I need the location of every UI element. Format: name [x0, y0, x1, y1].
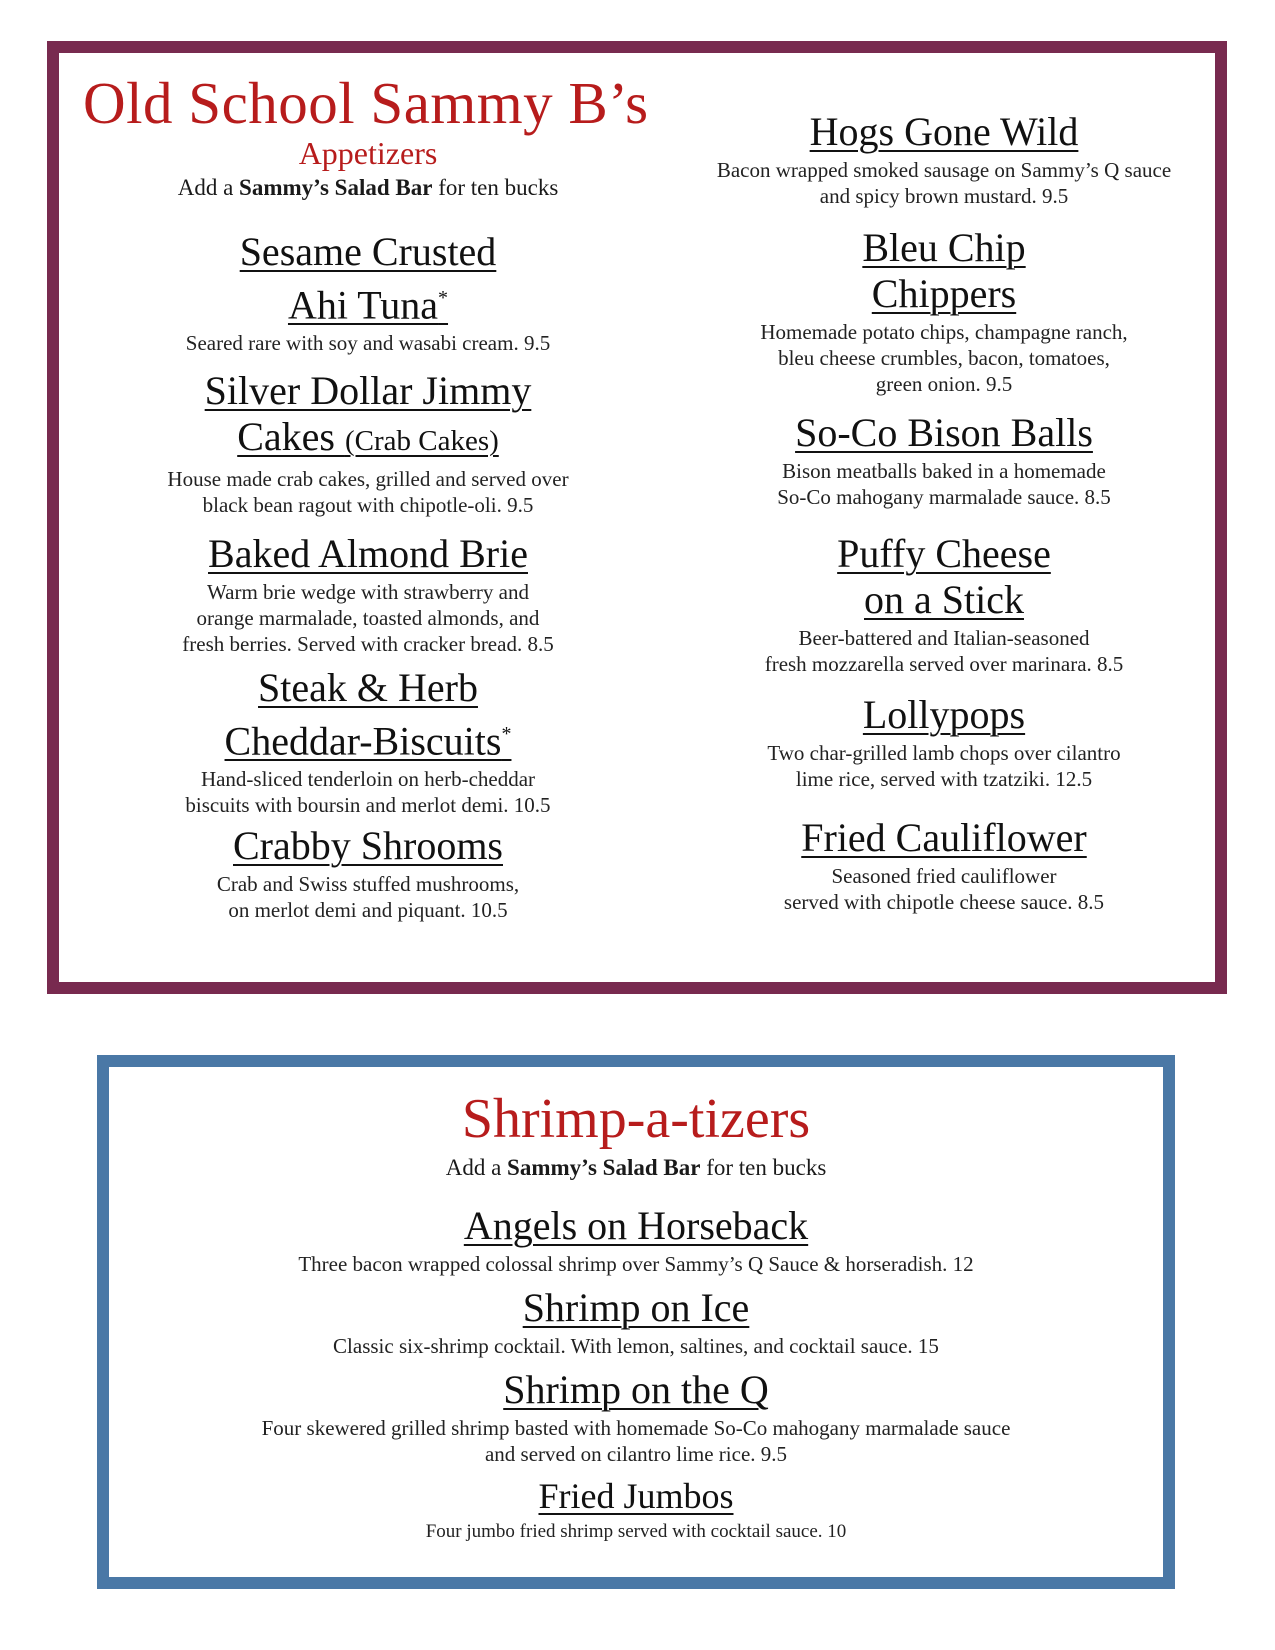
menu-item-bleu-chip-chippers [669, 225, 1219, 397]
menu-item-name: Steak & Herb Cheddar-Biscuits* [224, 665, 512, 764]
menu-item-name: Sesame Crusted Ahi Tuna* [239, 229, 497, 328]
menu-item-description: Homemade potato chips, champagne ranch, bleu cheese crumbles, bacon, tomatoes, green onion. 9.5 [760, 320, 1128, 396]
menu-item-name: Shrimp on the Q [503, 1367, 769, 1412]
menu-item-name: Shrimp on Ice [522, 1285, 750, 1330]
menu-item-fried-jumbos [109, 1475, 1163, 1545]
menu-item-name: Angels on Horseback [463, 1203, 809, 1248]
menu-item-shrimp-on-ice [109, 1285, 1163, 1359]
menu-item-name: Lollypops [862, 692, 1026, 737]
salad-bar-name: Sammy’s Salad Bar [507, 1155, 701, 1180]
menu-item-hogs-gone-wild [669, 109, 1219, 209]
menu-item-description: Classic six-shrimp cocktail. With lemon, saltines, and cocktail sauce. 15 [333, 1334, 939, 1358]
appetizers-heading: Appetizers [298, 135, 438, 171]
menu-item-description: Four skewered grilled shrimp basted with homemade So-Co mahogany marmalade sauce and served on cilantro lime rice. 9.5 [261, 1416, 1011, 1466]
salad-bar-name: Sammy’s Salad Bar [239, 175, 433, 200]
menu-item-crabby-shrooms [73, 823, 663, 923]
menu-item-description: Seared rare with soy and wasabi cream. 9.5 [185, 331, 551, 356]
shrimp-heading: Shrimp-a-tizers [461, 1088, 811, 1150]
menu-item-name: Crabby Shrooms [233, 823, 503, 868]
menu-item-name: So-Co Bison Balls [795, 410, 1093, 455]
menu-item-sesame-crusted-ahi-tuna [73, 229, 663, 356]
menu-item-steak-herb-cheddar-biscuits [73, 665, 663, 818]
appetizers-menu-panel [47, 41, 1227, 994]
menu-item-description: Hand-sliced tenderloin on herb-cheddar biscuits with boursin and merlot demi. 10.5 [185, 767, 551, 818]
menu-item-name: Hogs Gone Wild [809, 109, 1079, 154]
menu-item-lollypops [669, 692, 1219, 792]
menu-item-shrimp-on-the-q [109, 1367, 1163, 1467]
menu-item-name: Fried Cauliflower [801, 815, 1087, 860]
menu-item-description: Four jumbo fried shrimp served with cocktail sauce. 10 [425, 1521, 847, 1542]
shrimp-salad-bar-note: Add a Sammy’s Salad Bar for ten bucks [445, 1155, 827, 1180]
menu-item-name: Fried Jumbos [538, 1476, 734, 1516]
menu-item-description: Seasoned fried cauliflower served with chipotle cheese sauce. 8.5 [783, 864, 1105, 914]
menu-item-baked-almond-brie [73, 531, 663, 657]
menu-item-name: Puffy Cheese on a Stick [837, 531, 1051, 622]
menu-item-description: Beer-battered and Italian-seasoned fresh mozzarella served over marinara. 8.5 [764, 626, 1124, 676]
menu-item-description: Crab and Swiss stuffed mushrooms, on merlot demi and piquant. 10.5 [216, 872, 520, 922]
menu-item-description: Three bacon wrapped colossal shrimp over Sammy’s Q Sauce & horseradish. 12 [298, 1252, 974, 1276]
menu-item-silver-dollar-jimmy-cakes [73, 368, 663, 518]
menu-item-name: Baked Almond Brie [208, 531, 528, 576]
menu-item-fried-cauliflower [669, 815, 1219, 915]
restaurant-name: Old School Sammy B’s [83, 70, 649, 136]
menu-item-name: Silver Dollar Jimmy Cakes (Crab Cakes) [204, 368, 532, 459]
menu-item-puffy-cheese-on-a-stick [669, 531, 1219, 677]
menu-item-angels-on-horseback [109, 1203, 1163, 1277]
shrimp-menu-panel [97, 1055, 1175, 1589]
menu-item-description: Warm brie wedge with strawberry and orange marmalade, toasted almonds, and fresh berries. Served with cracker bread. 8.5 [182, 580, 554, 656]
menu-item-description: Two char-grilled lamb chops over cilantro lime rice, served with tzatziki. 12.5 [767, 741, 1121, 791]
appetizers-salad-bar-note: Add a Sammy’s Salad Bar for ten bucks [177, 175, 559, 200]
menu-item-name: Bleu Chip Chippers [862, 225, 1026, 316]
menu-item-description: Bison meatballs baked in a homemade So-Co mahogany marmalade sauce. 8.5 [777, 459, 1111, 509]
menu-item-description: Bacon wrapped smoked sausage on Sammy’s Q sauce and spicy brown mustard. 9.5 [716, 158, 1172, 208]
menu-item-so-co-bison-balls [669, 410, 1219, 510]
menu-item-description: House made crab cakes, grilled and served over black bean ragout with chipotle-oli. 9.5 [167, 467, 569, 517]
